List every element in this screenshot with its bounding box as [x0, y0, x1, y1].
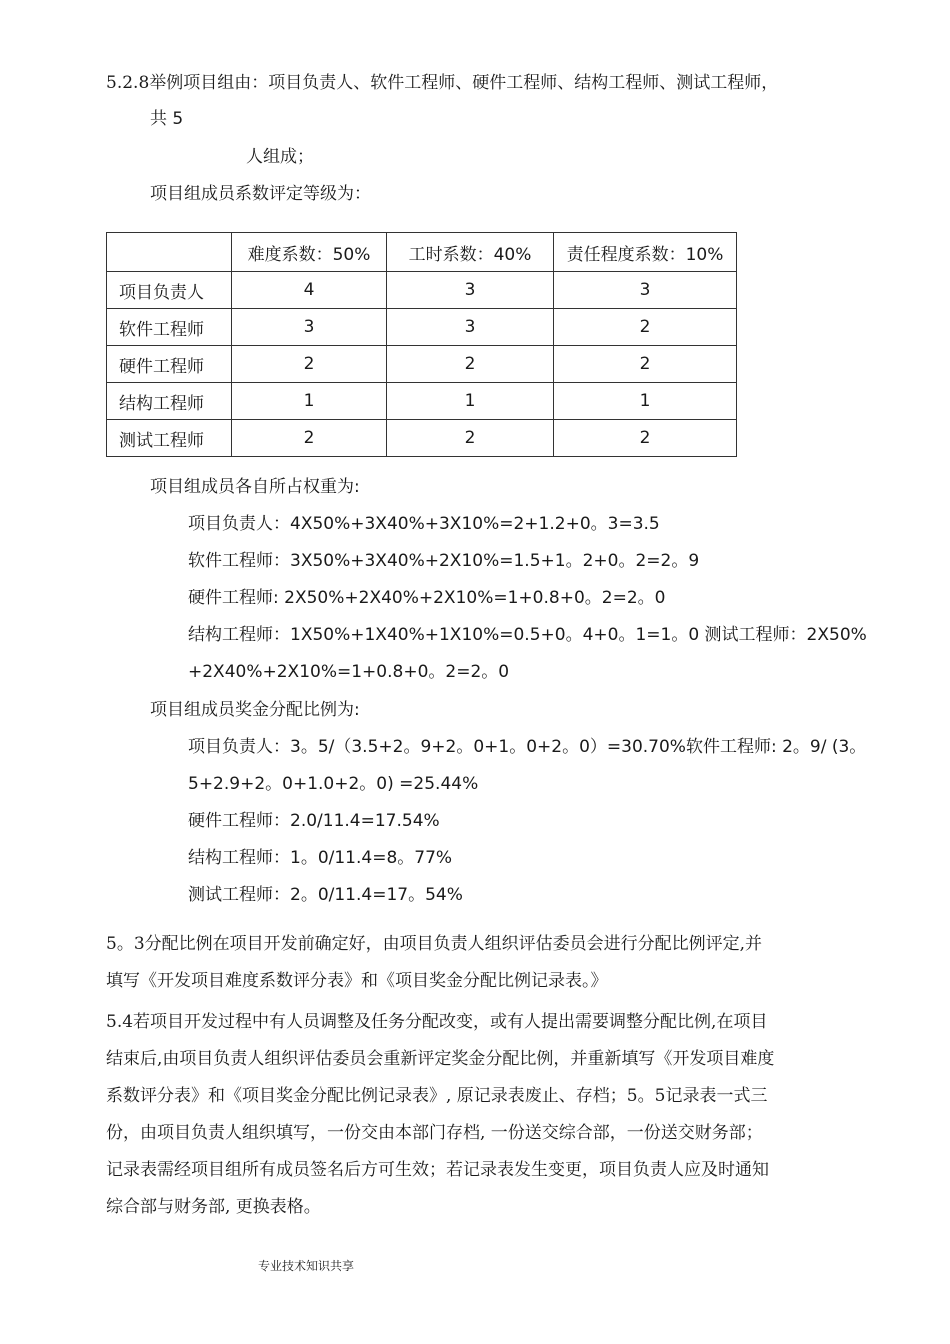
section-528-line-4: 项目组成员系数评定等级为： — [150, 184, 371, 204]
weights-line: 软件工程师：3X50%+3X40%+2X10%=1.5+1。2+0。2=2。9 — [188, 551, 700, 571]
bonus-line: 5+2.9+2。0+1.0+2。0) =25.44% — [188, 774, 479, 794]
table-header-cell: 工时系数：40% — [387, 233, 554, 272]
section-54-line: 份，由项目负责人组织填写，一份交由本部门存档, 一份送交综合部，一份送交财务部； — [106, 1123, 763, 1143]
table-cell: 3 — [554, 272, 737, 309]
table-cell: 2 — [554, 420, 737, 457]
table-cell: 1 — [387, 383, 554, 420]
weights-line: 硬件工程师: 2X50%+2X40%+2X10%=1+0.8+0。2=2。0 — [188, 588, 666, 608]
table-cell: 2 — [387, 346, 554, 383]
table-cell: 2 — [232, 346, 387, 383]
table-row — [107, 420, 737, 457]
table-cell: 4 — [232, 272, 387, 309]
table-cell: 2 — [554, 309, 737, 346]
weights-line: 项目负责人：4X50%+3X40%+3X10%=2+1.2+0。3=3.5 — [188, 514, 660, 534]
table-cell-role: 结构工程师 — [107, 383, 232, 420]
section-528-line-2: 共 5 — [150, 109, 184, 129]
section-528-line-1: 5.2.8举例项目组由：项目负责人、软件工程师、硬件工程师、结构工程师、测试工程师， — [106, 73, 779, 93]
weights-heading: 项目组成员各自所占权重为: — [150, 477, 360, 497]
bonus-heading: 项目组成员奖金分配比例为: — [150, 700, 360, 720]
table-cell-role: 测试工程师 — [107, 420, 232, 457]
table-row — [107, 383, 737, 420]
table-cell: 1 — [554, 383, 737, 420]
table-cell: 1 — [232, 383, 387, 420]
table-header-row — [107, 233, 737, 272]
section-53-line: 5。3分配比例在项目开发前确定好，由项目负责人组织评估委员会进行分配比例评定,并 — [106, 934, 763, 954]
table-cell-role: 项目负责人 — [107, 272, 232, 309]
section-54-line: 记录表需经项目组所有成员签名后方可生效；若记录表发生变更，项目负责人应及时通知 — [106, 1160, 769, 1180]
table-cell: 2 — [387, 420, 554, 457]
table-header-cell: 难度系数：50% — [232, 233, 387, 272]
table-cell: 2 — [554, 346, 737, 383]
weights-line: 结构工程师：1X50%+1X40%+1X10%=0.5+0。4+0。1=1。0 测试工程师：2X50% — [188, 625, 867, 645]
table-header-cell: 责任程度系数：10% — [554, 233, 737, 272]
table-cell-role: 软件工程师 — [107, 309, 232, 346]
section-54-line: 综合部与财务部, 更换表格。 — [106, 1197, 321, 1217]
section-54-line: 系数评分表》和《项目奖金分配比例记录表》, 原记录表废止、存档；5。5记录表一式三 — [106, 1086, 768, 1106]
page-footer: 专业技术知识共享 — [258, 1259, 355, 1273]
table-cell-role: 硬件工程师 — [107, 346, 232, 383]
bonus-line: 测试工程师：2。0/11.4=17。54% — [188, 885, 463, 905]
table-row — [107, 272, 737, 309]
table-cell: 2 — [232, 420, 387, 457]
section-53-line: 填写《开发项目难度系数评分表》和《项目奖金分配比例记录表。》 — [106, 971, 608, 991]
table-header-cell — [107, 233, 232, 272]
table-row — [107, 309, 737, 346]
section-528-line-3: 人组成； — [246, 147, 314, 167]
table-cell: 3 — [387, 309, 554, 346]
bonus-line: 项目负责人：3。5/（3.5+2。9+2。0+1。0+2。0）=30.70%软件工程师: 2。9/ (3。 — [188, 737, 867, 757]
section-54-line: 结束后,由项目负责人组织评估委员会重新评定奖金分配比例，并重新填写《开发项目难度 — [106, 1049, 775, 1069]
table-cell: 3 — [232, 309, 387, 346]
weights-line: +2X40%+2X10%=1+0.8+0。2=2。0 — [188, 662, 510, 682]
section-54-line: 5.4若项目开发过程中有人员调整及任务分配改变，或有人提出需要调整分配比例,在项目 — [106, 1012, 768, 1032]
bonus-line: 结构工程师：1。0/11.4=8。77% — [188, 848, 453, 868]
bonus-line: 硬件工程师：2.0/11.4=17.54% — [188, 811, 440, 831]
grade-table — [106, 232, 737, 457]
table-cell: 3 — [387, 272, 554, 309]
table-row — [107, 346, 737, 383]
